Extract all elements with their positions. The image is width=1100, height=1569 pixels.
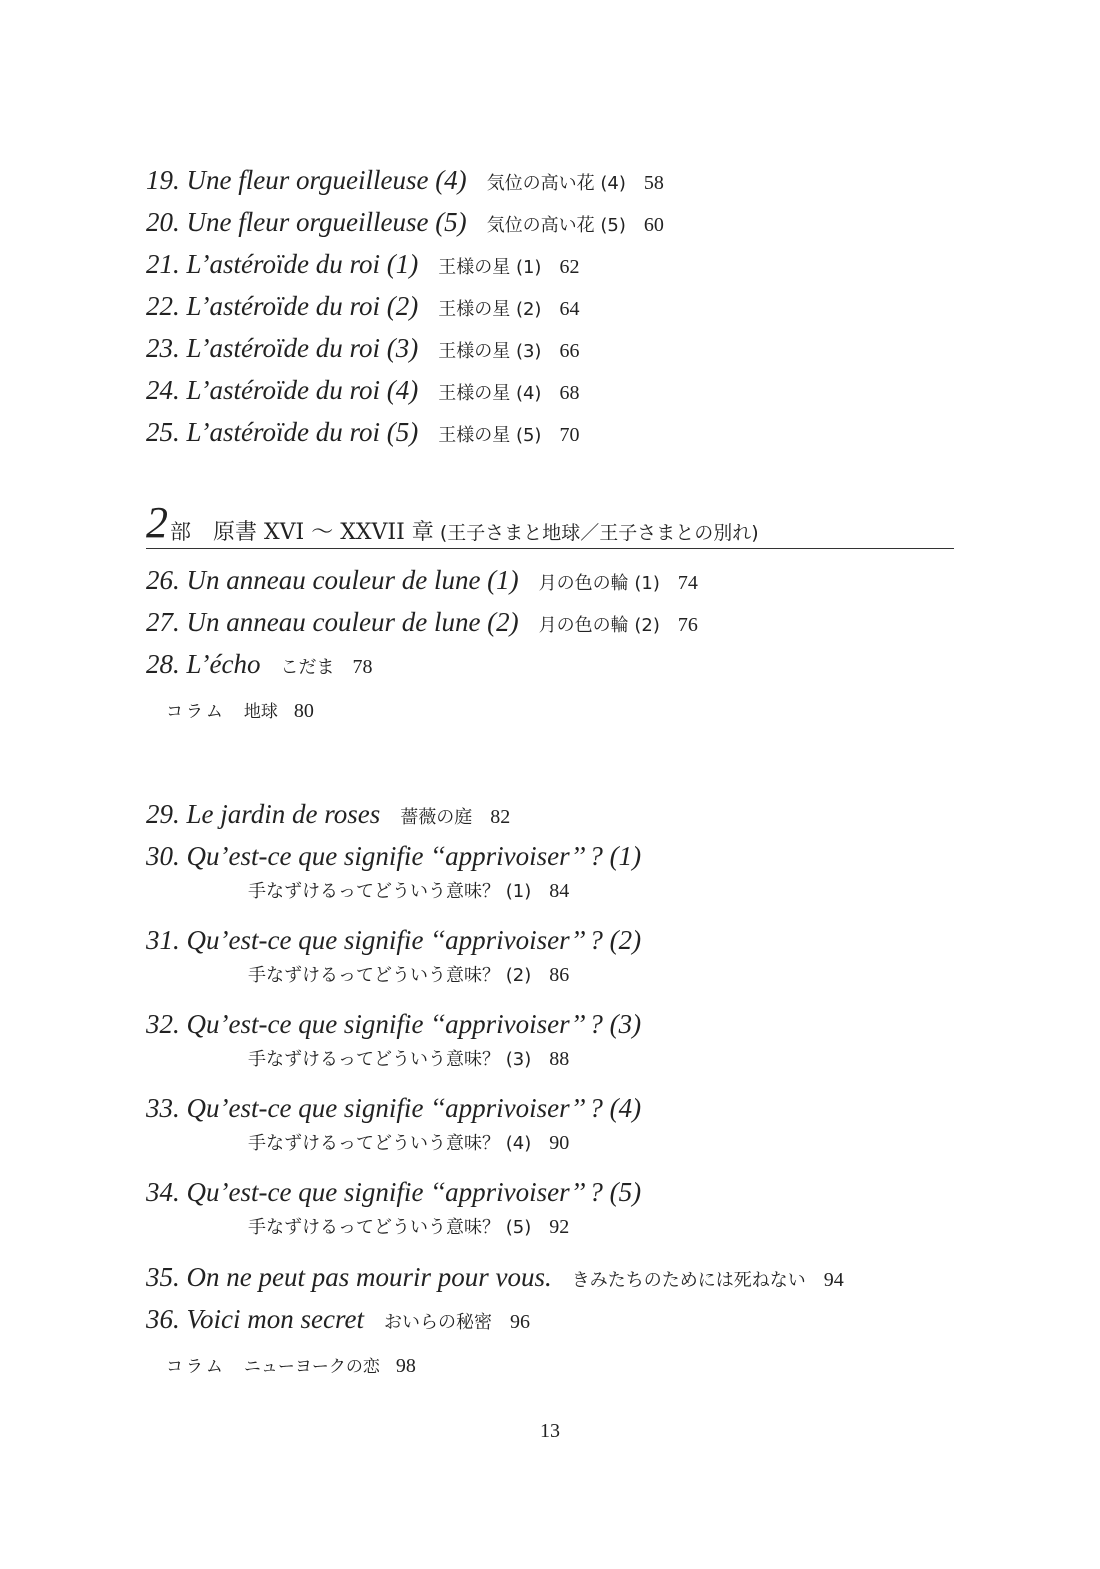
entry-title-jp: 薔薇の庭 — [400, 807, 473, 828]
entry-title-fr: 23. L’astéroïde du roi (3) — [146, 333, 419, 363]
toc-entry — [146, 1255, 844, 1299]
toc-entry-subline — [248, 876, 569, 906]
entry-page: 98 — [395, 1355, 416, 1377]
entry-page: 94 — [823, 1269, 844, 1291]
entry-page: 58 — [643, 172, 664, 194]
part-subtitle: (王子さまと地球／王子さまとの別れ) — [439, 522, 759, 544]
entry-page: 96 — [509, 1311, 530, 1333]
entry-page: 76 — [677, 614, 698, 636]
entry-title-fr: 35. On ne peut pas mourir pour vous. — [146, 1262, 552, 1292]
entry-title-jp: こだま — [280, 657, 335, 678]
entry-title-jp: 手なずけるってどういう意味？ (3) — [248, 1049, 532, 1070]
part-number: 2 — [146, 498, 168, 547]
toc-column-entry — [166, 694, 314, 728]
entry-title-fr: 33. Qu’est-ce que signifie ‘‘apprivoiser’’ ? (4) — [146, 1093, 642, 1123]
toc-entry — [146, 326, 579, 370]
toc-entry — [146, 642, 372, 686]
entry-title-jp: 月の色の輪 (2) — [538, 615, 660, 636]
toc-entry — [146, 834, 641, 878]
toc-entry — [146, 1170, 641, 1214]
entry-title-fr: 27. Un anneau couleur de lune (2) — [146, 607, 519, 637]
entry-title-jp: 王様の星 (1) — [438, 257, 542, 278]
entry-page: 68 — [559, 382, 580, 404]
entry-title-fr: 28. L’écho — [146, 649, 261, 679]
toc-entry — [146, 242, 579, 286]
entry-page: 84 — [549, 880, 570, 902]
toc-entry-subline — [248, 1128, 569, 1158]
entry-page: 80 — [293, 700, 314, 722]
part-label: 部 — [170, 520, 191, 544]
toc-entry — [146, 600, 698, 644]
column-label: コラム — [166, 1357, 226, 1377]
entry-title-jp: 気位の高い花 (4) — [486, 173, 626, 194]
column-title: ニューヨークの恋 — [243, 1357, 380, 1377]
entry-page: 66 — [559, 340, 580, 362]
entry-title-jp: 王様の星 (4) — [438, 383, 542, 404]
toc-entry — [146, 200, 664, 244]
part-heading — [146, 500, 954, 549]
entry-title-jp: 手なずけるってどういう意味？ (2) — [248, 965, 532, 986]
entry-title-fr: 19. Une fleur orgueilleuse (4) — [146, 165, 467, 195]
toc-entry — [146, 284, 579, 328]
toc-entry — [146, 792, 510, 836]
entry-title-fr: 31. Qu’est-ce que signifie ‘‘apprivoiser’’ ? (2) — [146, 925, 642, 955]
entry-title-jp: 手なずけるってどういう意味？ (4) — [248, 1133, 532, 1154]
column-title: 地球 — [243, 702, 278, 722]
entry-page: 60 — [643, 214, 664, 236]
entry-title-fr: 30. Qu’est-ce que signifie ‘‘apprivoiser’’ ? (1) — [146, 841, 642, 871]
part-title: 原書 XVI ～ XXVII 章 — [213, 520, 434, 545]
toc-entry — [146, 918, 641, 962]
entry-page: 92 — [549, 1216, 570, 1238]
toc-column-entry — [166, 1349, 416, 1383]
entry-title-jp: きみたちのためには死ねない — [571, 1270, 806, 1291]
toc-entry — [146, 1086, 641, 1130]
entry-title-jp: 王様の星 (3) — [438, 341, 542, 362]
entry-title-jp: 気位の高い花 (5) — [486, 215, 626, 236]
toc-entry — [146, 368, 579, 412]
entry-title-fr: 26. Un anneau couleur de lune (1) — [146, 565, 519, 595]
toc-entry — [146, 1002, 641, 1046]
entry-title-fr: 21. L’astéroïde du roi (1) — [146, 249, 419, 279]
toc-entry — [146, 1297, 530, 1341]
entry-title-fr: 32. Qu’est-ce que signifie ‘‘apprivoiser’’ ? (3) — [146, 1009, 642, 1039]
column-label: コラム — [166, 702, 226, 722]
entry-page: 74 — [677, 572, 698, 594]
page-number: 13 — [540, 1420, 560, 1442]
entry-title-jp: 手なずけるってどういう意味？ (5) — [248, 1217, 532, 1238]
toc-entry-subline — [248, 1212, 569, 1242]
entry-title-jp: 手なずけるってどういう意味？ (1) — [248, 881, 532, 902]
toc-entry — [146, 158, 664, 202]
entry-page: 62 — [559, 256, 580, 278]
toc-entry — [146, 410, 579, 454]
entry-title-fr: 24. L’astéroïde du roi (4) — [146, 375, 419, 405]
entry-title-fr: 34. Qu’est-ce que signifie ‘‘apprivoiser’’ ? (5) — [146, 1177, 642, 1207]
toc-entry-subline — [248, 960, 569, 990]
entry-title-fr: 20. Une fleur orgueilleuse (5) — [146, 207, 467, 237]
entry-page: 82 — [490, 806, 511, 828]
entry-title-fr: 36. Voici mon secret — [146, 1304, 364, 1334]
entry-title-fr: 29. Le jardin de roses — [146, 799, 381, 829]
entry-page: 88 — [549, 1048, 570, 1070]
entry-title-jp: 王様の星 (2) — [438, 299, 542, 320]
toc-entry — [146, 558, 698, 602]
entry-title-jp: おいらの秘密 — [383, 1312, 492, 1333]
entry-title-jp: 月の色の輪 (1) — [538, 573, 660, 594]
entry-page: 78 — [352, 656, 373, 678]
entry-page: 86 — [549, 964, 570, 986]
entry-page: 64 — [559, 298, 580, 320]
entry-title-fr: 25. L’astéroïde du roi (5) — [146, 417, 419, 447]
toc-entry-subline — [248, 1044, 569, 1074]
entry-title-fr: 22. L’astéroïde du roi (2) — [146, 291, 419, 321]
entry-page: 90 — [549, 1132, 570, 1154]
entry-title-jp: 王様の星 (5) — [438, 425, 542, 446]
entry-page: 70 — [559, 424, 580, 446]
